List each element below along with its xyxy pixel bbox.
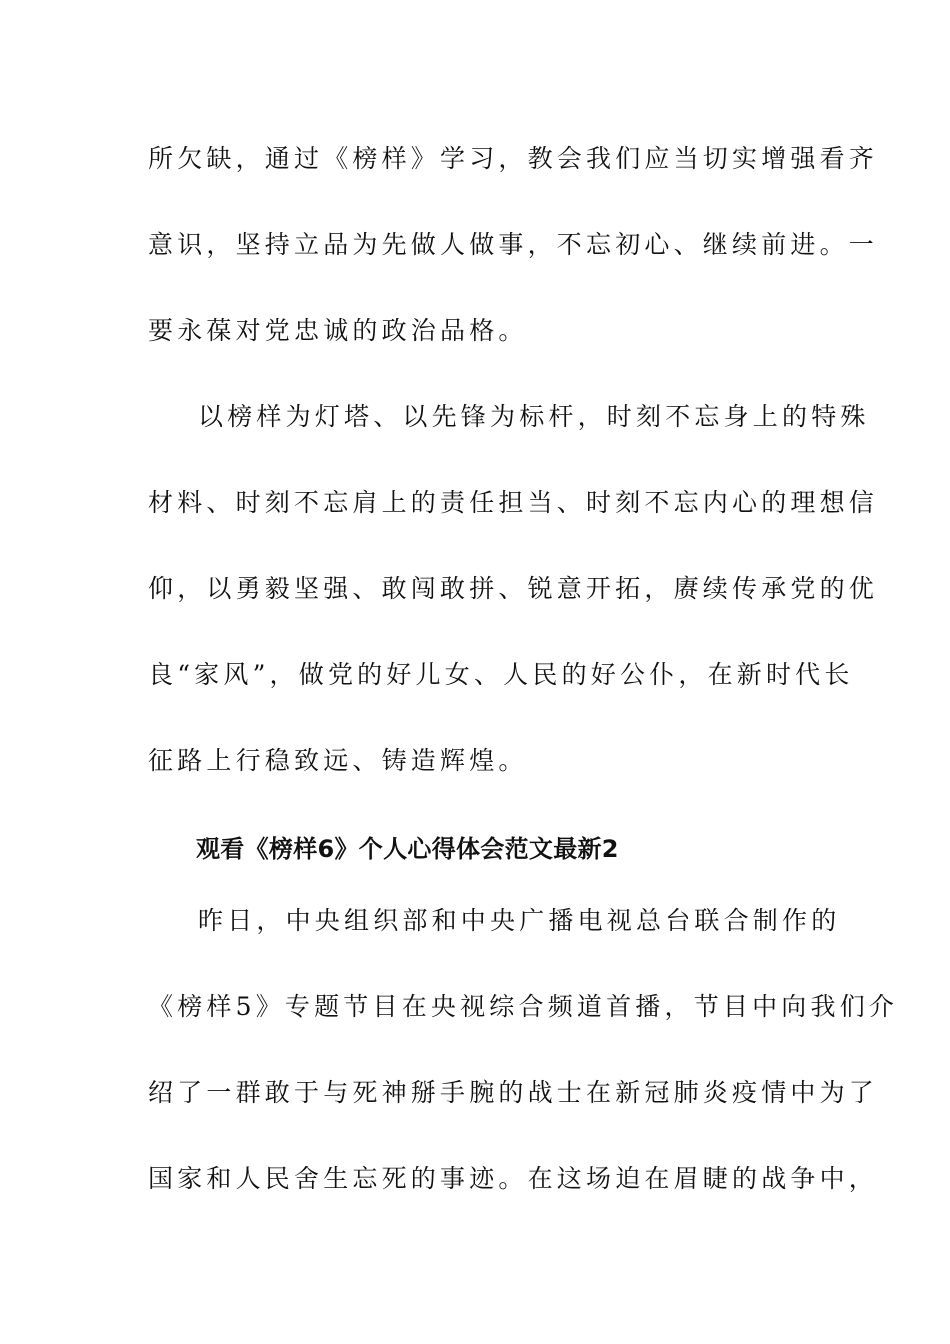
- paragraph-line: 所欠缺，通过《榜样》学习，教会我们应当切实增强看齐: [148, 144, 879, 173]
- paragraph-line: 仰，以勇毅坚强、敢闯敢拼、锐意开拓，赓续传承党的优: [148, 574, 879, 603]
- paragraph-line: 材料、时刻不忘肩上的责任担当、时刻不忘内心的理想信: [148, 488, 879, 517]
- paragraph-line: 绍了一群敢于与死神掰手腕的战士在新冠肺炎疫情中为了: [148, 1078, 879, 1107]
- paragraph-line: 意识，坚持立品为先做人做事，不忘初心、继续前进。一: [148, 230, 879, 259]
- paragraph-line: 国家和人民舍生忘死的事迹。在这场迫在眉睫的战争中，: [148, 1164, 879, 1193]
- paragraph-line: 征路上行稳致远、铸造辉煌。: [148, 746, 528, 775]
- paragraph-line: 良“家风”，做党的好儿女、人民的好公仆，在新时代长: [148, 660, 854, 689]
- paragraph-line: 以榜样为灯塔、以先锋为标杆，时刻不忘身上的特殊: [198, 402, 870, 431]
- paragraph-line: 要永葆对党忠诚的政治品格。: [148, 316, 528, 345]
- section-heading: 观看《榜样6》个人心得体会范文最新2: [196, 835, 619, 863]
- paragraph-line: 昨日，中央组织部和中央广播电视总台联合制作的: [198, 906, 841, 935]
- paragraph-line: 《榜样5》专题节目在央视综合频道首播，节目中向我们介: [148, 992, 899, 1021]
